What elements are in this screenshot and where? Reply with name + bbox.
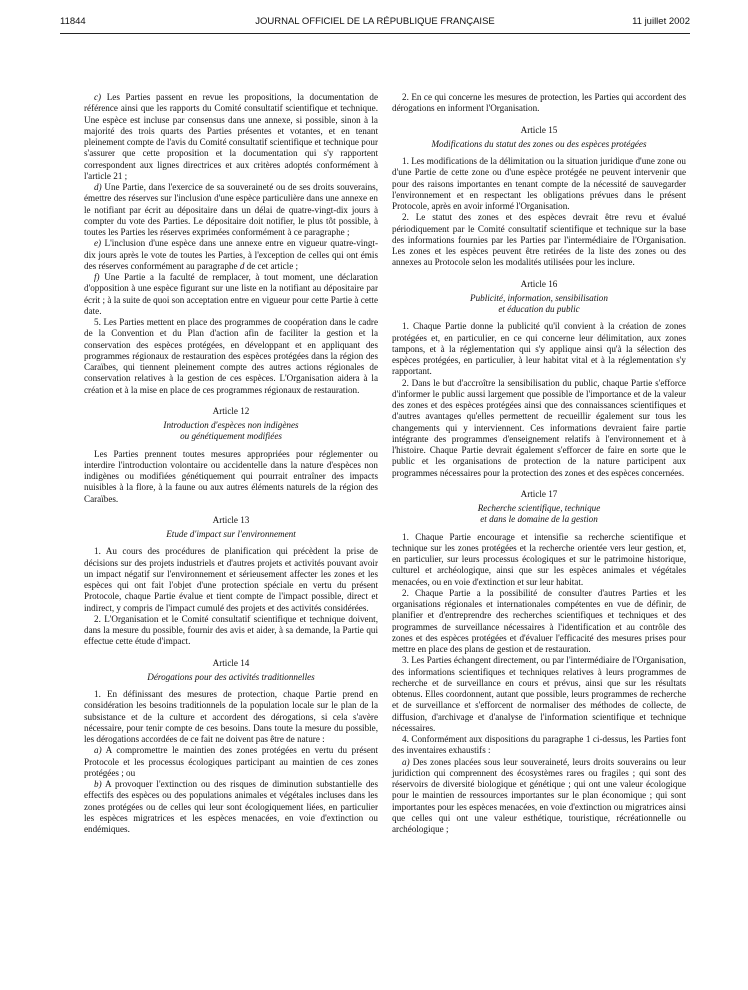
header-rule: [60, 33, 690, 34]
article-16-heading: Article 16: [520, 278, 558, 289]
item-label: a): [402, 756, 410, 767]
article-17-item-a: [392, 757, 686, 836]
article-17-paragraph-1: 1. Chaque Partie encourage et intensifie sa recherche scientifique et technique sur les zones protégées et la recherche orientée vers leur gestion, et, en particulier, sur leurs processus écologiques et sur le patrimoine historique, culturel et archéologique, ainsi que sur les espèces animales et végétales menacées, ou en voie d'extinction et sur leur habitat.: [392, 531, 686, 587]
left-column: [84, 92, 378, 835]
article-17-title: [392, 503, 686, 526]
paragraph-f: [84, 272, 378, 317]
article-16-paragraph-1: 1. Chaque Partie donne la publicité qu'il convient à la création de zones protégées et, en particulier, en ce qui concerne leur délimitation, aux zones tampons, et à la réglementation qui s'y applique ainsi qu'à la sélection des espèces protégées, en particulier, à leur habitat vital et à la réglementation s'y rapportant.: [392, 321, 686, 377]
paragraph-text: de cet article ;: [244, 260, 299, 271]
page-header: [60, 16, 690, 30]
title-line: Recherche scientifique, technique: [477, 503, 601, 513]
title-line: Publicité, information, sensibilisation: [470, 292, 608, 303]
article-15-paragraph-2: 2. Le statut des zones et des espèces devrait être revu et évalué périodiquement par le Comité consultatif scientifique et technique sur la base des informations fournies par les Parties par l'intermédiaire de l'Organisation. Les zones et les espèces peuvent être retirées de la liste des zones ou des annexes au Protocole selon les modalités utilisées pour les inclure.: [392, 212, 686, 268]
article-12-title: [84, 420, 378, 443]
article-17-paragraph-3: 3. Les Parties échangent directement, ou par l'intermédiaire de l'Organisation, des informations scientifiques et techniques relatives à leurs programmes de recherche et de surveillance en cours et prévus, ainsi que sur les résultats obtenus. Elles coordonnent, autant que possible, leurs programmes de recherche et de surveillance et s'efforcent de normaliser des méthodes de collecte, de diffusion, d'archivage et d'analyse de l'information scientifique et technique nécessaires.: [392, 655, 686, 733]
article-14-heading: Article 14: [212, 657, 250, 668]
article-14-item-a: [84, 745, 378, 779]
paragraph-text: Les Parties passent en revue les propositions, la documentation de référence ainsi que les rapports du Comité consultatif scientifique et technique. Une espèce est incluse par consensus dans une annexe, si possible, sinon à la majorité des trois quarts des Parties présentes et votantes, et en tenant pleinement compte de l'avis du Comité consultatif scientifique et technique pour s'assurer que cette proposition et la documentation qui s'y rapportent correspondent aux lignes directrices et aux critères adoptés conformément à l'article 21 ;: [84, 92, 378, 181]
article-14-paragraph-1: 1. En définissant des mesures de protection, chaque Partie prend en considération les besoins traditionnels de la population locale sur le plan de la subsistance et de la culture et accordent des dérogations, si cela s'avère nécessaire, pour tenir compte de ces besoins. Dans toute la mesure du possible, les dérogations accordées de ce fait ne doivent pas être de nature :: [84, 689, 378, 744]
article-16-paragraph-2: 2. Dans le but d'accroître la sensibilisation du public, chaque Partie s'efforce d'informer le public aussi largement que possible de l'importance et de la valeur des zones et des espèces protégées ainsi que des connaissances scientifiques et d'autres avantages qu'elles permettent de recueillir également sur tous les changements qui y interviennent. Ces informations devraient faire partie intégrante des programmes d'enseignement relatifs à l'environnement et à l'histoire. Chaque Partie devrait également s'efforcer de faire en sorte que le public et les organisations de protection de la nature participent aux programmes nécessaires pour la protection des zones et des espèces concernées.: [392, 377, 686, 478]
paragraph-text: Une Partie, dans l'exercice de sa souveraineté ou de ses droits souverains, émettre des réserves sur l'inclusion d'une espèce particulière dans une annexe en le notifiant par écrit au dépositaire dans un délai de quatre-vingt-dix jours à compter du vote des Parties. Le dépositaire doit notifier, le plus tôt possible, à toutes les Parties les réserves exprimées conformément à ce paragraphe ;: [84, 182, 378, 237]
item-label: b): [94, 779, 102, 789]
paragraph-5: 5. Les Parties mettent en place des programmes de coopération dans le cadre de la Convention et du Plan d'action afin de faciliter la gestion et la conservation des espèces protégées, en développant et en appliquant des programmes régionaux de restauration des espèces protégées dans la région des Caraïbes, qui tiennent pleinement compte des autres actions régionales de conservation relatives à la gestion de ces espèces. L'Organisation aidera à la création et à la mise en place de ces programmes régionaux de restauration.: [84, 317, 378, 395]
title-line: Introduction d'espèces non indigènes: [163, 420, 299, 430]
paragraph-text: A compromettre le maintien des zones protégées en vertu du présent Protocole et les processus écologiques participant au maintien de ces zones protégées ; ou: [84, 745, 378, 778]
title-line: et éducation du public: [498, 304, 580, 314]
item-label: e): [94, 238, 102, 249]
paragraph-text: Une Partie a la faculté de remplacer, à tout moment, une déclaration d'opposition à une espèce figurant sur une liste en la notifiant au dépositaire par écrit ; à la suite de quoi son acceptation entre en vigueur pour cette Partie à cette date.: [84, 272, 378, 316]
article-16-title: [392, 293, 686, 316]
paragraph-text: L'inclusion d'une espèce dans une annexe entre en vigueur quatre-vingt-dix jours après le vote de toutes les Parties, à l'exception de celles qui ont émis des réserves conformément au paragraphe: [84, 238, 378, 271]
journal-title: JOURNAL OFFICIEL DE LA RÉPUBLIQUE FRANÇAISE: [255, 16, 495, 27]
title-line: et dans le domaine de la gestion: [480, 514, 598, 525]
article-17-heading: Article 17: [520, 488, 558, 499]
page-number: 11844: [60, 16, 86, 27]
item-label: a): [94, 745, 102, 756]
paragraph-d: [84, 182, 378, 238]
title-line: ou génétiquement modifiées: [180, 431, 282, 442]
article-15-heading: Article 15: [520, 124, 558, 135]
issue-date: 11 juillet 2002: [632, 16, 690, 27]
article-14-title: Dérogations pour des activités traditionnelles: [147, 671, 315, 682]
article-12-heading: Article 12: [212, 405, 250, 416]
item-label: d): [94, 182, 102, 192]
article-17-paragraph-4: 4. Conformément aux dispositions du paragraphe 1 ci-dessus, les Parties font des inventaires exhaustifs :: [392, 734, 686, 756]
article-12-paragraph: Les Parties prennent toutes mesures appropriées pour réglementer ou interdire l'introduction volontaire ou accidentelle dans la nature d'espèces non indigènes ou modifiées génétiquement qui pourrait entraîner des impacts nuisibles à la flore, à la faune ou aux autres éléments naturels de la région des Caraïbes.: [84, 448, 378, 504]
article-15-paragraph-1: 1. Les modifications de la délimitation ou la situation juridique d'une zone ou d'une Partie de cette zone ou d'une espèce protégée ne peuvent intervenir que pour des raisons importantes en tenant compte de la nécessité de sauvegarder l'environnement et en respectant les obligations prévues dans le présent Protocole, après en avoir informé l'Organisation.: [392, 156, 686, 211]
paragraph-text: A provoquer l'extinction ou des risques de diminution substantielle des effectifs des espèces ou des populations animales et végétales incluses dans les zones protégées ou de celles qui leur sont écologiquement liées, en particulier les espèces migratrices et les espèces menacées, en voie d'extinction ou endémiques.: [84, 779, 378, 834]
article-14-item-b: [84, 779, 378, 835]
article-15-title: Modifications du statut des zones ou des espèces protégées: [431, 138, 647, 149]
paragraph-text: Des zones placées sous leur souveraineté, leurs droits souverains ou leur juridiction qui comprennent des écosystèmes rares ou fragiles ; qui sont des réservoirs de diversité biologique et génétique ; qui ont une valeur écologique pour le maintien de ressources importantes sur le plan économique ; qui sont importantes pour les espèces menacées, en voie d'extinction ou migratrices ainsi que celles qui ont une valeur esthétique, touristique, récréationnelle ou archéologique ;: [392, 756, 686, 834]
paragraph-c: [84, 92, 378, 182]
paragraph-ref: d: [239, 260, 245, 271]
item-label: c): [94, 92, 102, 102]
paragraph-e: [84, 238, 378, 272]
article-17-paragraph-2: 2. Chaque Partie a la possibilité de consulter d'autres Parties et les organisations régionales et internationales compétentes en vue de définir, de planifier et d'entreprendre des recherches scientifiques et techniques et des programmes de surveillance nécessaires à l'identification et au contrôle des zones et des espèces protégées et d'évaluer l'efficacité des mesures prises pour mettre en place des plans de gestion et de restauration.: [392, 587, 686, 654]
article-13-title: Etude d'impact sur l'environnement: [166, 529, 296, 539]
article-14-paragraph-2: 2. En ce qui concerne les mesures de protection, les Parties qui accordent des dérogations en informent l'Organisation.: [392, 92, 686, 114]
article-13-heading: Article 13: [212, 514, 250, 525]
article-13-paragraph-1: 1. Au cours des procédures de planification qui précèdent la prise de décisions sur des projets industriels et d'autres projets et activités pouvant avoir un impact négatif sur l'environnement et sérieusement affecter les zones et les espèces qui ont fait l'objet d'une protection spéciale en vertu du présent Protocole, chaque Partie évalue et tient compte de l'impact possible, direct et indirect, y compris de l'impact cumulé des projets et des activités considérées.: [84, 546, 378, 613]
right-column: [392, 92, 686, 835]
item-label: f): [94, 272, 100, 282]
article-13-paragraph-2: 2. L'Organisation et le Comité consultatif scientifique et technique doivent, dans la mesure du possible, fournir des avis et aider, à sa demande, la Partie qui effectue cette étude d'impact.: [84, 613, 378, 647]
